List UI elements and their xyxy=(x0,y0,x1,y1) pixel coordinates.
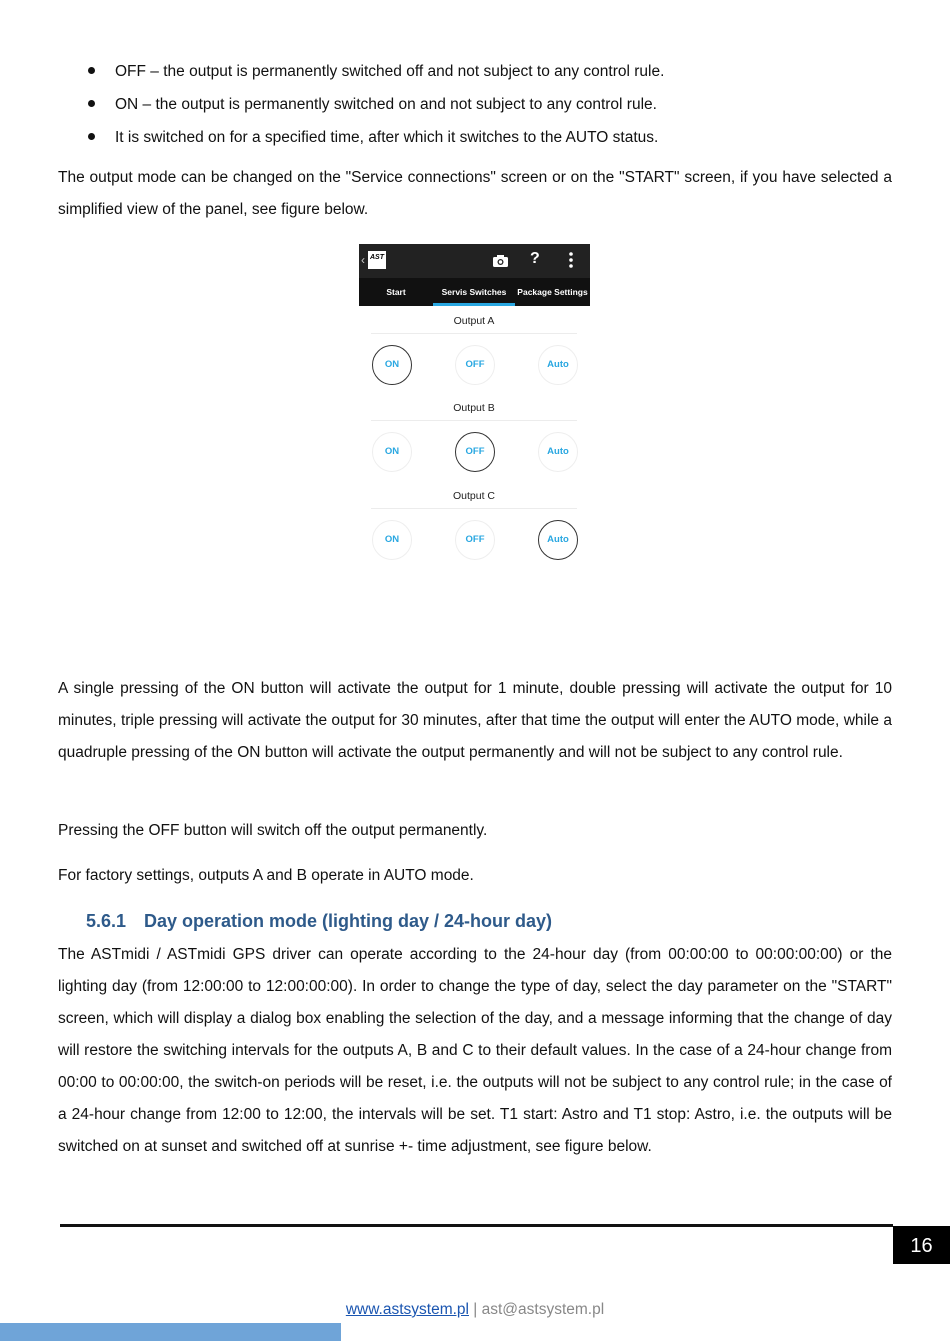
more-vert-icon[interactable] xyxy=(569,252,573,268)
back-chevron-icon[interactable]: ‹ xyxy=(361,253,365,267)
bullet-on: ON – the output is permanently switched on and not subject to any control rule. xyxy=(84,88,904,121)
output-b-off-button[interactable]: OFF xyxy=(455,432,495,472)
tab-package-settings[interactable]: Package Settings xyxy=(517,287,588,297)
paragraph-factory-settings: For factory settings, outputs A and B operate in AUTO mode. xyxy=(58,867,474,884)
website-link[interactable]: www.astsystem.pl xyxy=(345,1301,469,1318)
camera-icon[interactable] xyxy=(493,254,508,267)
output-a-auto-button[interactable]: Auto xyxy=(538,345,578,385)
output-c-auto-button[interactable]: Auto xyxy=(538,520,578,560)
paragraph-output-mode: The output mode can be changed on the "Service connections" screen or on the "START" screen, if you have selected a simplified view of the panel, see figure below. xyxy=(58,169,892,218)
bullet-off: OFF – the output is permanently switched off and not subject to any control rule. xyxy=(84,55,904,88)
section-number: 5.6.1 xyxy=(86,911,127,931)
email-text: ast@astsystem.pl xyxy=(481,1301,605,1318)
footer xyxy=(0,1301,950,1319)
section-title: Day operation mode (lighting day / 24-hour day) xyxy=(144,911,553,931)
section-heading xyxy=(86,906,552,936)
output-a-off-button[interactable]: OFF xyxy=(455,345,495,385)
app-screenshot-figure xyxy=(359,244,590,574)
output-c-on-button[interactable]: ON xyxy=(372,520,412,560)
ast-logo: AST xyxy=(368,251,386,269)
page-number: 16 xyxy=(893,1226,950,1264)
output-b-title: Output B xyxy=(371,398,577,421)
tab-start[interactable]: Start xyxy=(386,287,406,297)
app-toolbar xyxy=(359,244,590,278)
output-c-off-button[interactable]: OFF xyxy=(455,520,495,560)
paragraph-off-button: Pressing the OFF button will switch off the output permanently. xyxy=(58,822,488,839)
bullet-timed: It is switched on for a specified time, after which it switches to the AUTO status. xyxy=(84,121,904,154)
footer-separator: | xyxy=(468,1301,482,1318)
footer-rule xyxy=(60,1224,893,1227)
help-icon[interactable]: ? xyxy=(530,250,540,267)
output-b-auto-button[interactable]: Auto xyxy=(538,432,578,472)
mode-bullet-list xyxy=(84,55,904,154)
paragraph-on-button: A single pressing of the ON button will activate the output for 1 minute, double pressing will activate the output for 10 minutes, triple pressing will activate the output for 30 minutes, after that time the output will enter the AUTO mode, while a quadruple pressing of the ON button will activate the output permanently and will not be subject to any control rule. xyxy=(58,680,892,761)
output-a-on-button[interactable]: ON xyxy=(372,345,412,385)
paragraph-day-mode: The ASTmidi / ASTmidi GPS driver can operate according to the 24-hour day (from 00:00:00 to 00:00:00:00) or the lighting day (from 12:00:00 to 12:00:00:00). In order to change the type of day, select the day parameter on the "START" screen, which will display a dialog box enabling the selection of the day, and a message informing that the change of day will restore the switching intervals for the outputs A, B and C to their default values. In the case of a 24-hour change from 00:00 to 00:00:00, the switch-on periods will be reset, i.e. the outputs will not be subject to any control rule; in the case of a 24-hour change from 12:00 to 12:00, the intervals will be set. T1 start: Astro and T1 stop: Astro, i.e. the outputs will be switched on at sunset and switched off at sunrise +- time adjustment, see figure below. xyxy=(58,946,892,1155)
output-a-title: Output A xyxy=(371,311,577,334)
footer-accent-bar xyxy=(0,1323,341,1341)
app-tab-bar xyxy=(359,278,590,306)
tab-servis-switches[interactable]: Servis Switches xyxy=(433,278,515,306)
output-c-title: Output C xyxy=(371,486,577,509)
output-b-on-button[interactable]: ON xyxy=(372,432,412,472)
